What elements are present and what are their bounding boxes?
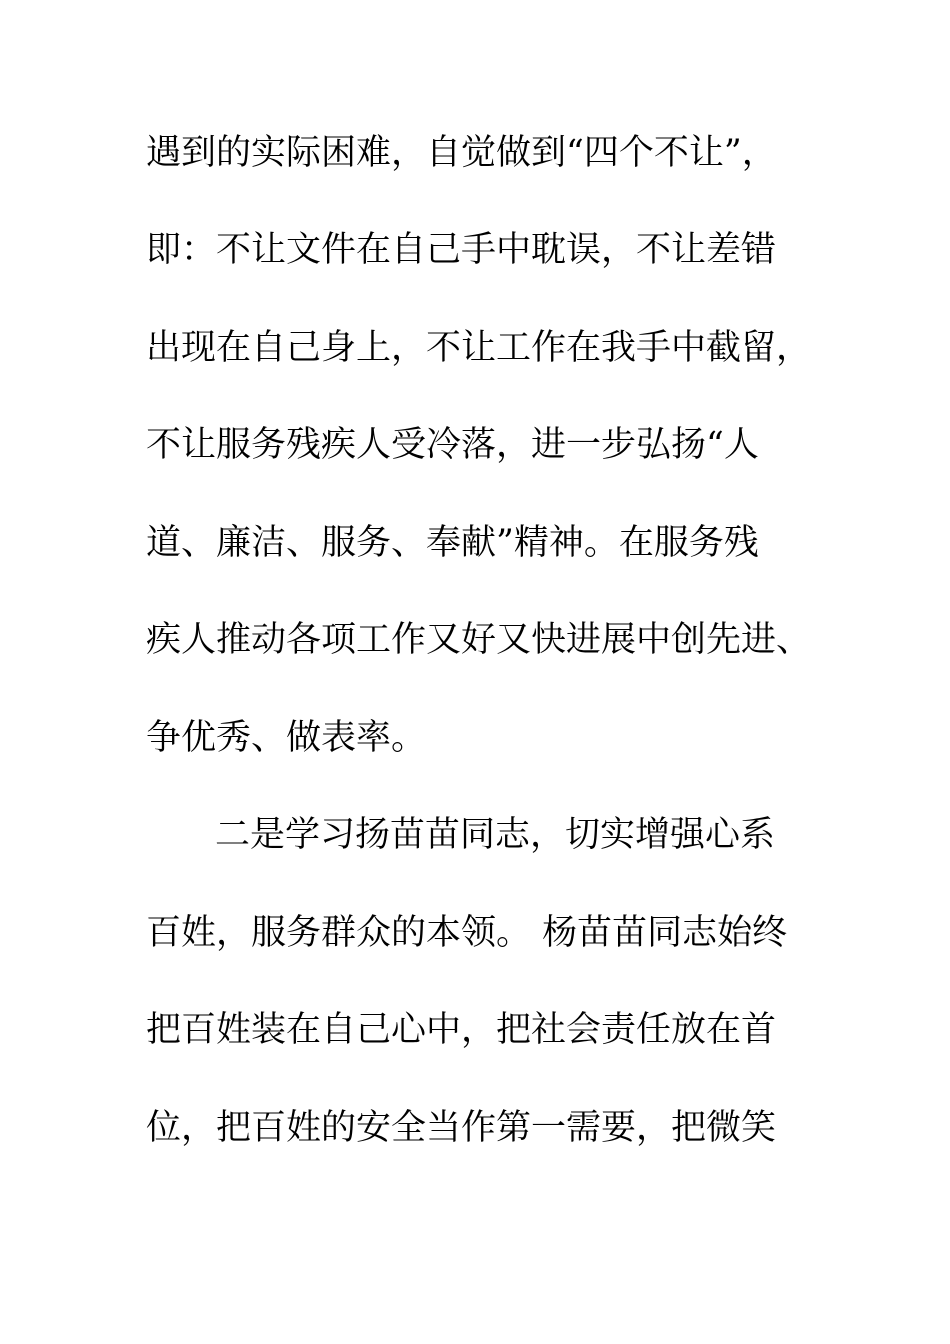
body-text-line: 不让服务残疾人受冷落，进一步弘扬“人 [146,425,759,465]
body-text-line: 出现在自己身上，不让工作在我手中截留， [146,328,812,368]
body-text-line: 遇到的实际困难，自觉做到“四个不让”， [146,133,777,173]
paragraph-first-line: 二是学习扬苗苗同志，切实增强心系 [215,815,776,855]
body-text-line: 位，把百姓的安全当作第一需要，把微笑 [146,1108,777,1148]
body-text-line: 把百姓装在自己心中，把社会责任放在首 [146,1010,777,1050]
body-text-line: 道、廉洁、服务、奉献”精神。在服务残 [146,523,759,563]
body-text-line: 争优秀、做表率。 [146,718,427,758]
body-text-line: 即：不让文件在自己手中耽误，不让差错 [146,230,777,270]
body-text-line: 百姓，服务群众的本领。 杨苗苗同志始终 [146,913,788,953]
body-text-line: 疾人推动各项工作又好又快进展中创先进、 [146,620,812,660]
